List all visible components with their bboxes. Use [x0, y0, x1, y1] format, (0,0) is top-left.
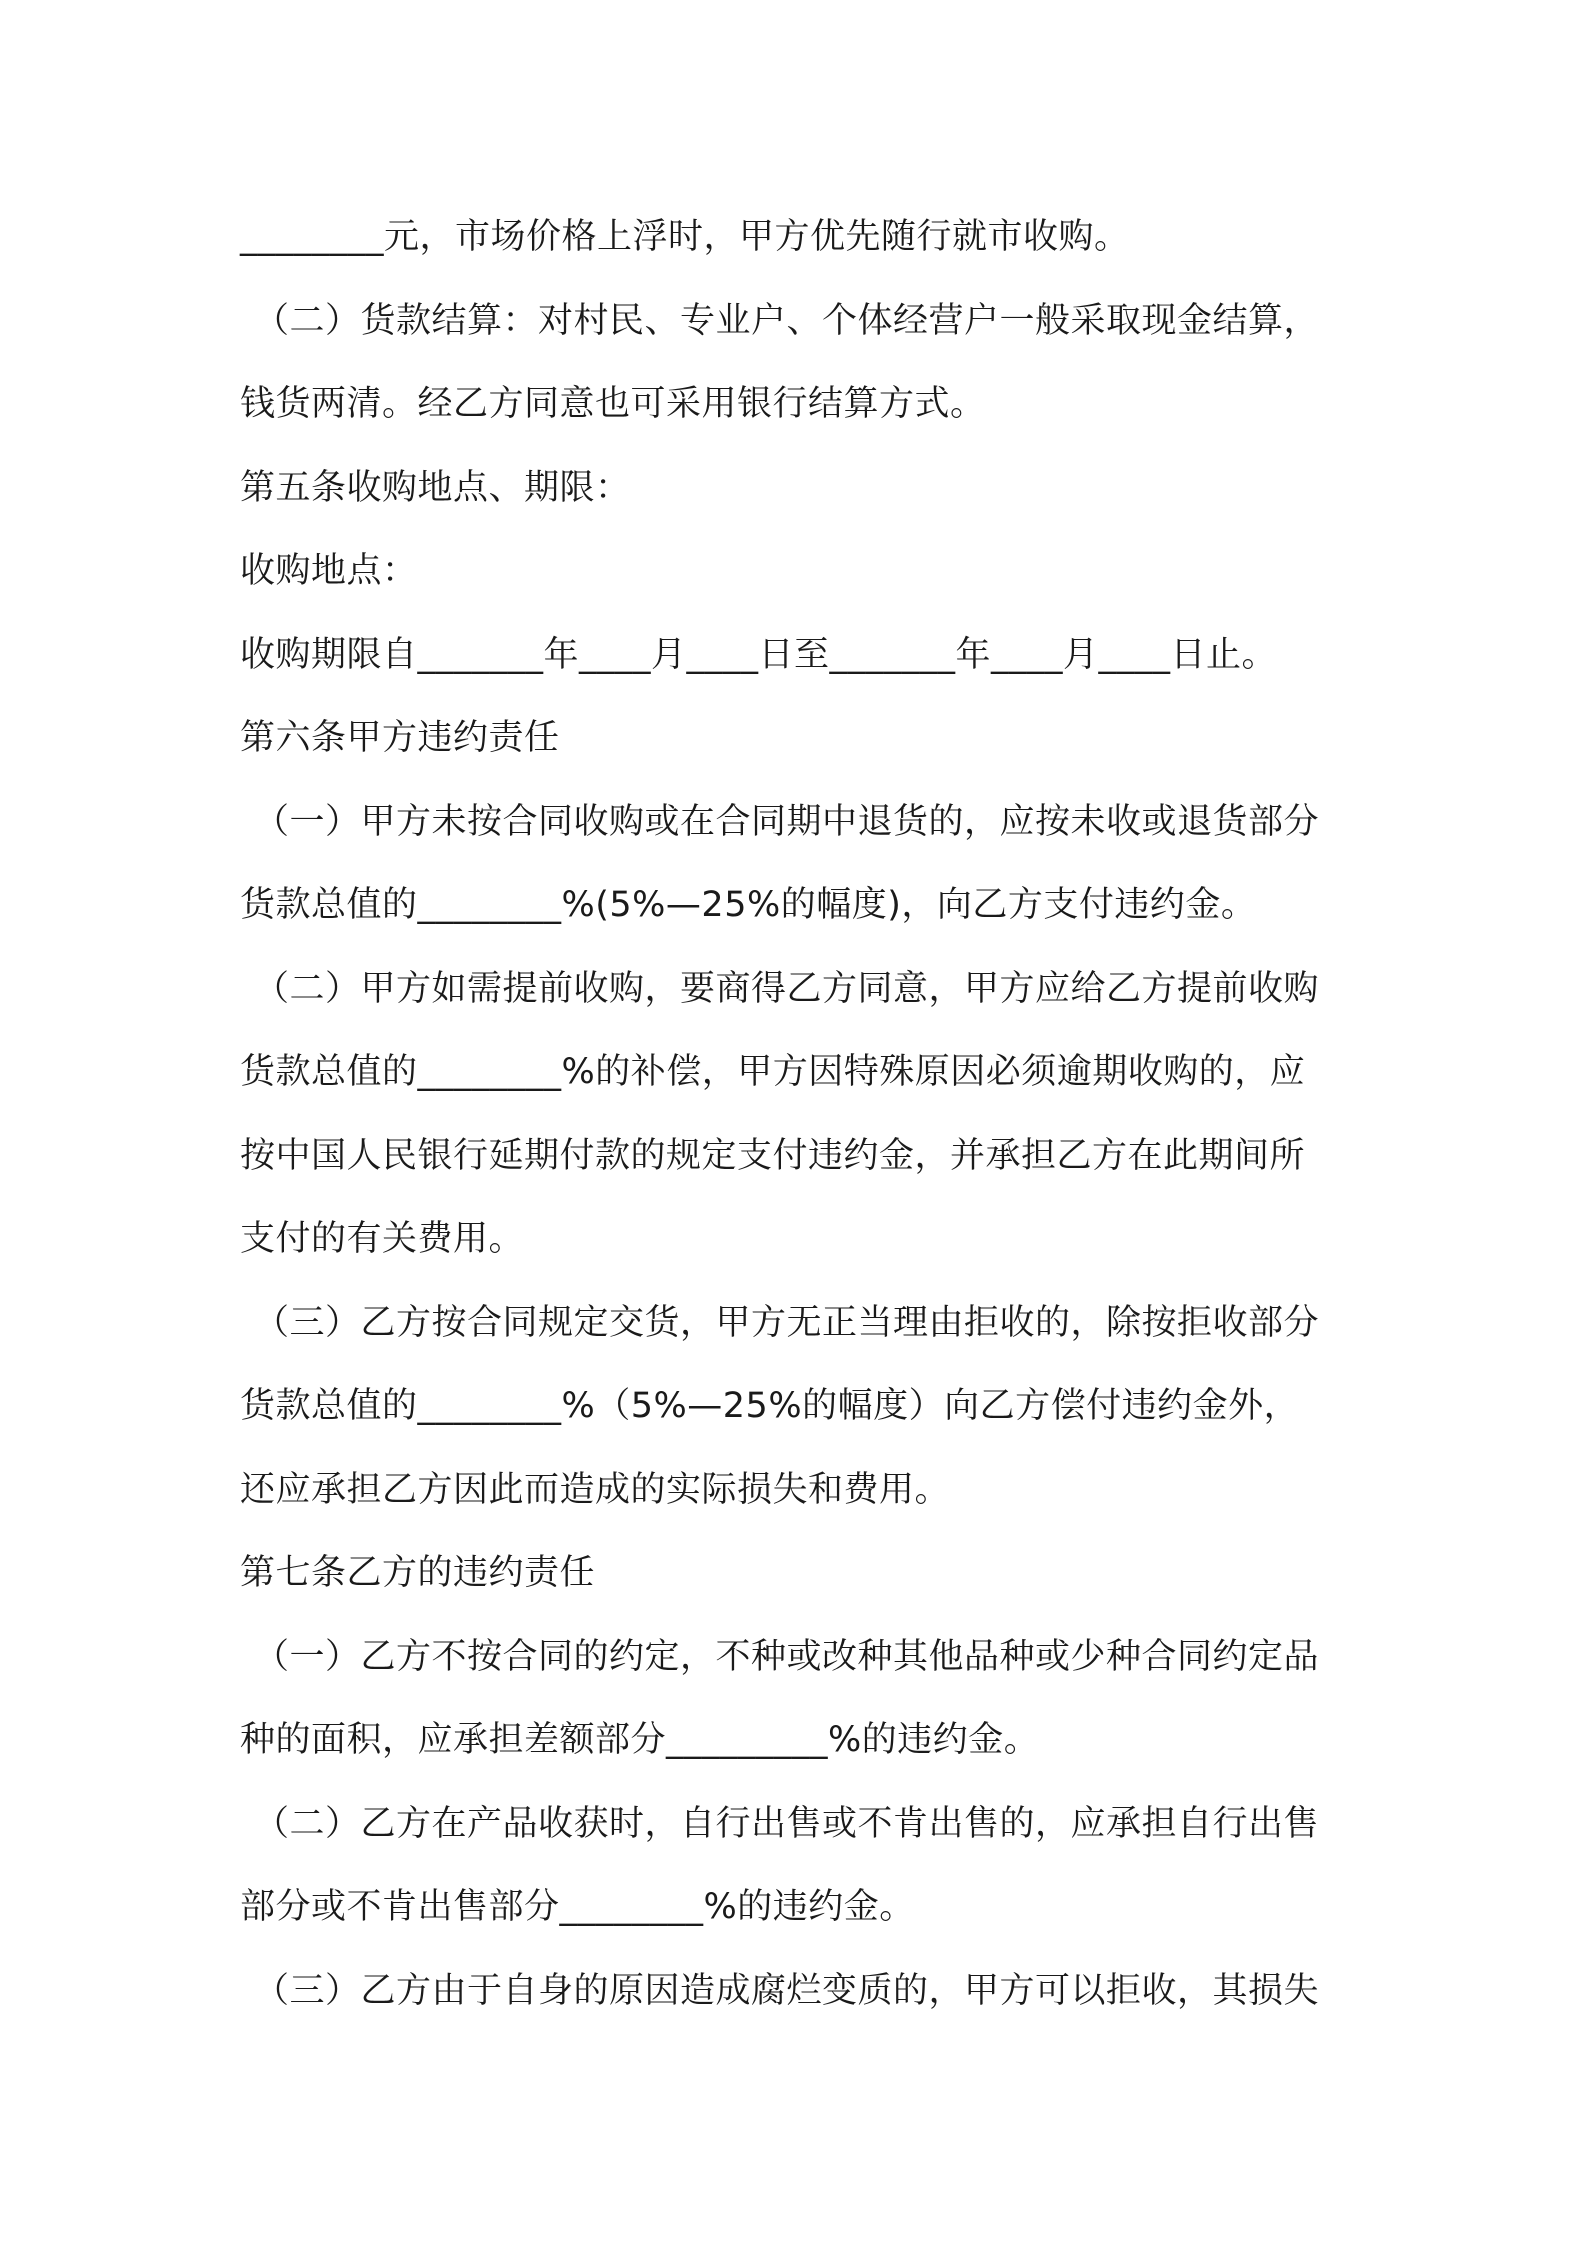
- contract-text: [240, 196, 1360, 2033]
- text-line-party-a-breach-1-cont: 货款总值的________%(5%—25%的幅度)，向乙方支付违约金。: [240, 885, 1257, 925]
- text-line-party-a-breach-2-cont3: 支付的有关费用。: [240, 1219, 525, 1259]
- text-line-purchase-period: 收购期限自_______年____月____日至_______年____月____日止。: [240, 634, 1278, 675]
- text-line-party-b-breach-1: （一）乙方不按合同的约定，不种或改种其他品种或少种合同约定品: [254, 1636, 1320, 1677]
- text-line-party-a-breach-3-cont: 货款总值的________%（5%—25%的幅度）向乙方偿付违约金外，: [240, 1386, 1300, 1426]
- text-line-party-a-breach-2-cont2: 按中国人民银行延期付款的规定支付违约金，并承担乙方在此期间所: [240, 1135, 1306, 1176]
- text-line-payment-settlement-cont: 钱货两清。经乙方同意也可采用银行结算方式。: [240, 384, 986, 424]
- text-line-party-b-breach-1-cont: 种的面积，应承担差额部分_________%的违约金。: [240, 1720, 1040, 1760]
- text-line-party-a-breach-3: （三）乙方按合同规定交货，甲方无正当理由拒收的，除按拒收部分: [254, 1302, 1320, 1343]
- text-line-party-a-breach-1: （一）甲方未按合同收购或在合同期中退货的，应按未收或退货部分: [254, 801, 1320, 842]
- text-line-party-a-breach-2-cont: 货款总值的________%的补偿，甲方因特殊原因必须逾期收购的，应: [240, 1052, 1306, 1092]
- text-line-party-a-breach-3-cont2: 还应承担乙方因此而造成的实际损失和费用。: [240, 1469, 951, 1510]
- text-line-purchase-location: 收购地点：: [240, 551, 418, 591]
- text-line-price-clause: ________元，市场价格上浮时，甲方优先随行就市收购。: [240, 217, 1130, 257]
- heading-article-6: 第六条甲方违约责任: [240, 718, 560, 758]
- text-line-party-a-breach-2: （二）甲方如需提前收购，要商得乙方同意，甲方应给乙方提前收购: [254, 968, 1320, 1009]
- text-line-party-b-breach-2-cont: 部分或不肯出售部分________%的违约金。: [240, 1887, 915, 1927]
- heading-article-7: 第七条乙方的违约责任: [240, 1553, 596, 1593]
- text-line-payment-settlement: （二）货款结算：对村民、专业户、个体经营户一般采取现金结算，: [254, 300, 1320, 341]
- heading-article-5: 第五条收购地点、期限：: [240, 467, 631, 508]
- text-line-party-b-breach-2: （二）乙方在产品收获时，自行出售或不肯出售的，应承担自行出售: [254, 1803, 1320, 1844]
- text-line-party-b-breach-3: （三）乙方由于自身的原因造成腐烂变质的，甲方可以拒收，其损失: [254, 1970, 1320, 2011]
